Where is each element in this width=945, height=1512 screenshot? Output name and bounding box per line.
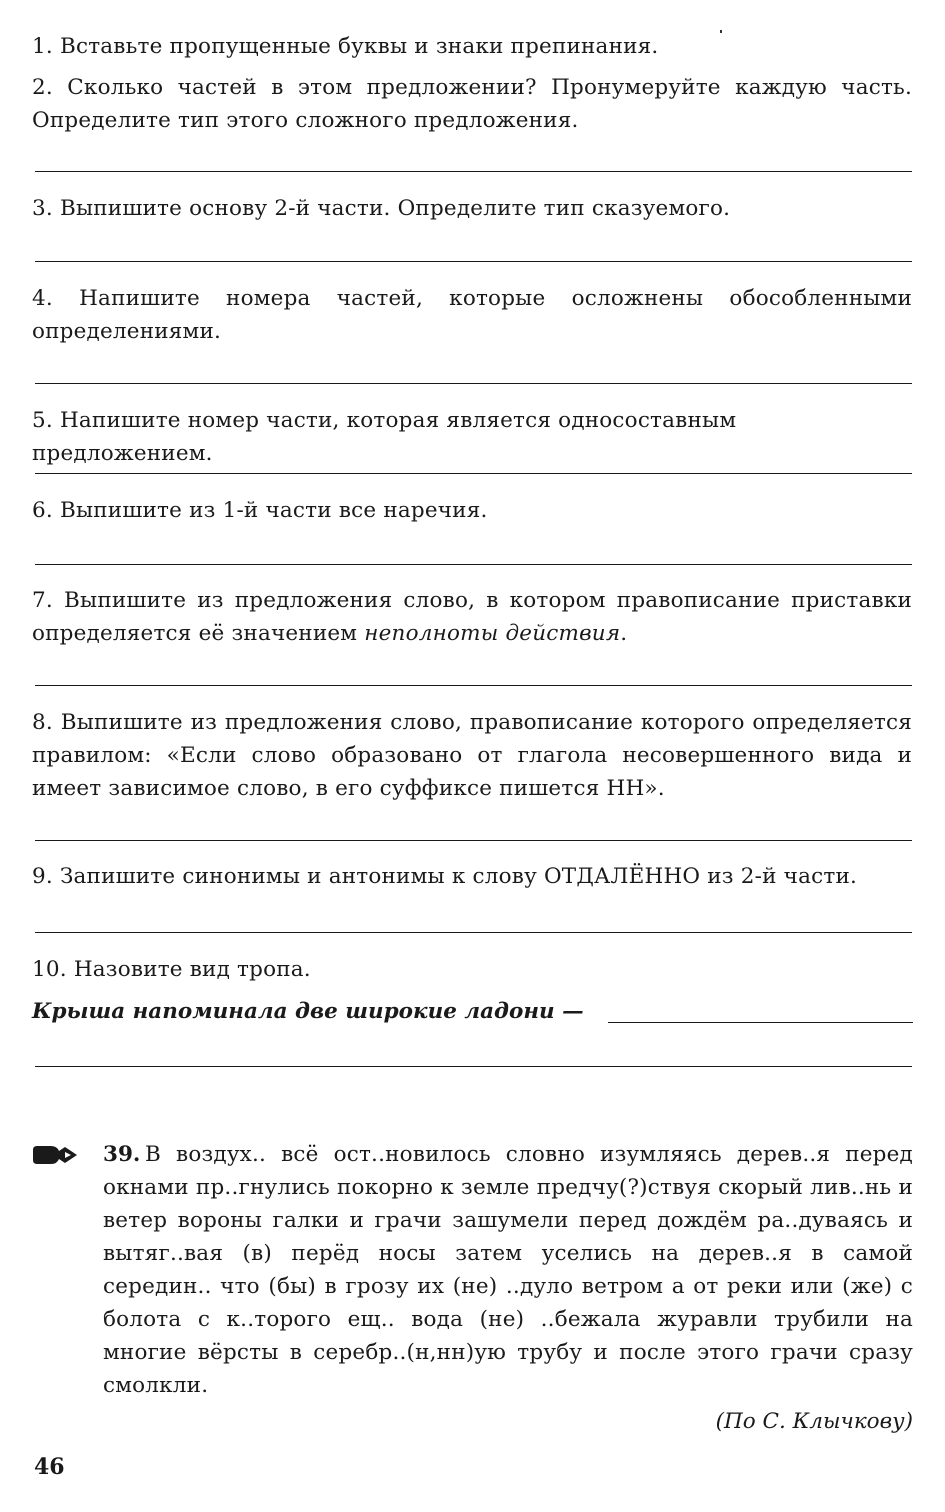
answer-line-6[interactable] (35, 564, 912, 565)
answer-line-10a[interactable] (608, 1022, 913, 1023)
answer-line-9[interactable] (35, 932, 912, 933)
question-7 (32, 584, 912, 650)
answer-line-4[interactable] (35, 383, 912, 384)
trope-sentence: Крыша напоминала две широкие ладони — (32, 999, 584, 1024)
question-4: 4. Напишите номера частей, которые осложнены обособленными определениями. (32, 286, 912, 344)
question-7-italic: неполноты действия (364, 621, 621, 646)
exercise-text: В воздух.. всё ост..новилось словно изумляясь дерев..я перед окнами пр..гнулись покорно к земле предчу(?)ствуя скорый лив..нь и ветер вороны галки и грачи зашумели перед дождём ра..дуваясь и вытяг..вая (в) перёд носы затем уселись на дерев..я в самой середин.. что (бы) в грозу их (не) ..дуло ветром а от реки или (же) с болота с к..торого ещ.. вода (не) ..бежала журавли трубили на многие вёрсты в серебр..(н,нн)ую трубу и после этого грачи сразу смолкли. (103, 1142, 913, 1398)
answer-line-10b[interactable] (35, 1066, 912, 1067)
pen-nib-icon (31, 1143, 79, 1167)
answer-line-2[interactable] (35, 171, 912, 172)
answer-line-3[interactable] (35, 261, 912, 262)
question-10: 10. Назовите вид тропа. (32, 957, 311, 982)
question-9: 9. Запишите синонимы и антонимы к слову ОТДАЛЁННО из 2-й части. (32, 864, 858, 889)
answer-line-7[interactable] (35, 685, 912, 686)
question-2: 2. Сколько частей в этом предложении? Пронумеруйте каждую часть. Определите тип этого сложного предложения. (32, 75, 912, 133)
question-8: 8. Выпишите из предложения слово, правописание которого определяется правилом: «Если слово образовано от глагола несовершенного вида и имеет зависимое слово, в его суффиксе пишется НН». (32, 710, 912, 801)
answer-line-8[interactable] (35, 840, 912, 841)
page-number: 46 (34, 1454, 65, 1480)
exercise-number: 39. (103, 1142, 141, 1167)
question-5: 5. Напишите номер части, которая является односоставным предложением. (32, 408, 737, 466)
question-7-text: 7. Выпишите из предложения слово, в котором правописание приставки определяется её значением (32, 588, 912, 646)
question-3: 3. Выпишите основу 2-й части. Определите тип сказуемого. (32, 196, 731, 221)
question-1: 1. Вставьте пропущенные буквы и знаки препинания. (32, 34, 659, 59)
answer-line-5[interactable] (35, 473, 912, 474)
question-7-end: . (620, 621, 628, 646)
question-6: 6. Выпишите из 1-й части все наречия. (32, 498, 488, 523)
exercise-author: (По С. Клычкову) (715, 1409, 913, 1434)
